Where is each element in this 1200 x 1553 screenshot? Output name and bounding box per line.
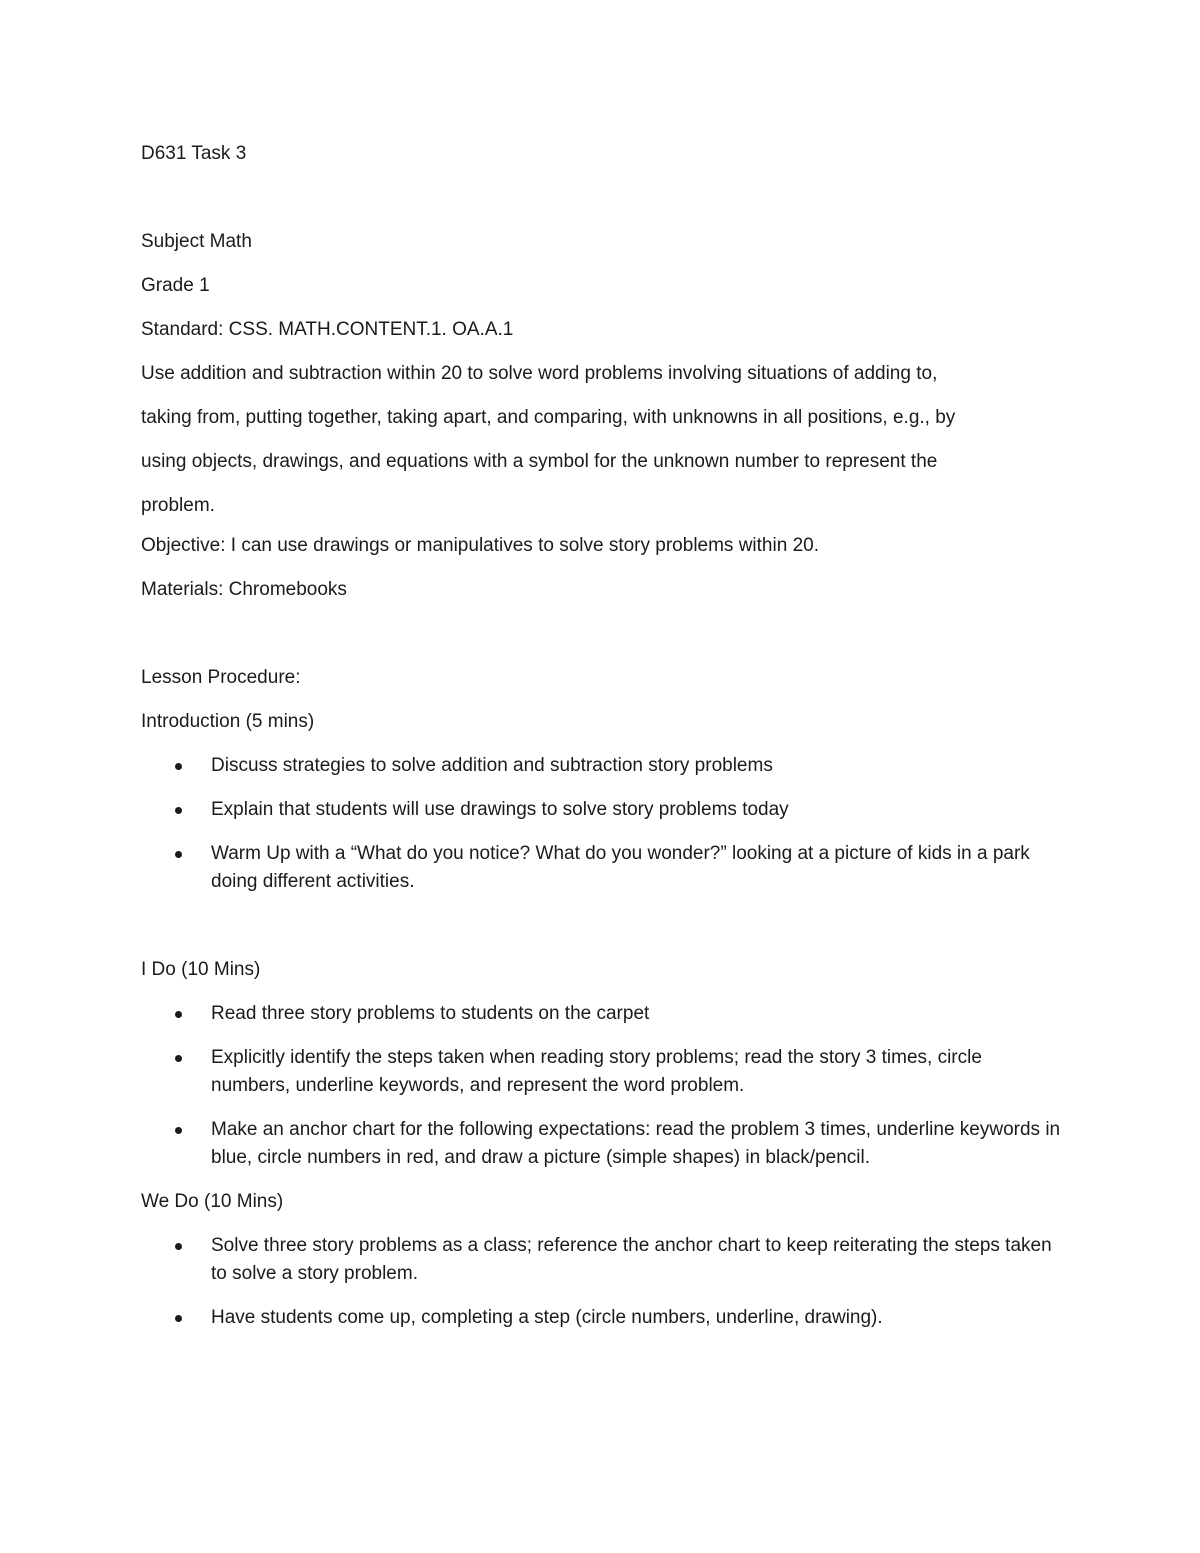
document-page xyxy=(141,140,1061,1348)
list-item xyxy=(141,752,1061,780)
list-item xyxy=(141,840,1061,896)
list-item xyxy=(141,1116,1061,1172)
section-heading: We Do (10 Mins) xyxy=(141,1191,284,1212)
document-title: D631 Task 3 xyxy=(141,143,247,164)
list-item-text: Explicitly identify the steps taken when reading story problems; read the story 3 times, circle numbers, underline keywords, and represent the word problem. xyxy=(211,1047,982,1096)
list-item-text: Solve three story problems as a class; reference the anchor chart to keep reiterating the steps taken to solve a story problem. xyxy=(211,1235,1052,1284)
section-heading: Introduction (5 mins) xyxy=(141,711,315,732)
bullet-list xyxy=(141,1000,1061,1172)
list-item-text: Read three story problems to students on the carpet xyxy=(211,1003,650,1024)
subject-line: Subject Math xyxy=(141,231,252,252)
procedure-heading: Lesson Procedure: xyxy=(141,667,301,688)
objective-line: Objective: I can use drawings or manipulatives to solve story problems within 20. xyxy=(141,535,819,556)
list-item-text: Make an anchor chart for the following expectations: read the problem 3 times, underline keywords in blue, circle numbers in red, and draw a picture (simple shapes) in black/pencil. xyxy=(211,1119,1061,1168)
list-item xyxy=(141,1044,1061,1100)
list-item-text: Warm Up with a “What do you notice? What do you wonder?” looking at a picture of kids in a park doing different activities. xyxy=(211,843,1030,892)
section-introduction xyxy=(141,708,1061,896)
bullet-icon xyxy=(175,851,182,858)
list-item-text: Discuss strategies to solve addition and subtraction story problems xyxy=(211,755,773,776)
standard-text-line: using objects, drawings, and equations with a symbol for the unknown number to represent the xyxy=(141,451,938,472)
bullet-icon xyxy=(175,1011,182,1018)
bullet-icon xyxy=(175,763,182,770)
section-heading: I Do (10 Mins) xyxy=(141,959,261,980)
grade-line: Grade 1 xyxy=(141,275,210,296)
standard-text-line: problem. xyxy=(141,495,215,516)
materials-line: Materials: Chromebooks xyxy=(141,579,347,600)
section-we-do xyxy=(141,1188,1061,1332)
standard-line: Standard: CSS. MATH.CONTENT.1. OA.A.1 xyxy=(141,319,514,340)
bullet-list xyxy=(141,752,1061,896)
list-item xyxy=(141,796,1061,824)
list-item xyxy=(141,1304,1061,1332)
bullet-list xyxy=(141,1232,1061,1332)
section-i-do xyxy=(141,956,1061,1172)
list-item-text: Have students come up, completing a step (circle numbers, underline, drawing). xyxy=(211,1307,883,1328)
bullet-icon xyxy=(175,807,182,814)
spacer xyxy=(141,912,1061,956)
bullet-icon xyxy=(175,1055,182,1062)
standard-text-line: Use addition and subtraction within 20 to solve word problems involving situations of adding to, xyxy=(141,363,938,384)
bullet-icon xyxy=(175,1127,182,1134)
bullet-icon xyxy=(175,1243,182,1250)
standard-description xyxy=(141,352,1061,528)
list-item xyxy=(141,1000,1061,1028)
list-item xyxy=(141,1232,1061,1288)
list-item-text: Explain that students will use drawings to solve story problems today xyxy=(211,799,789,820)
bullet-icon xyxy=(175,1315,182,1322)
standard-text-line: taking from, putting together, taking apart, and comparing, with unknowns in all positions, e.g., by xyxy=(141,407,956,428)
